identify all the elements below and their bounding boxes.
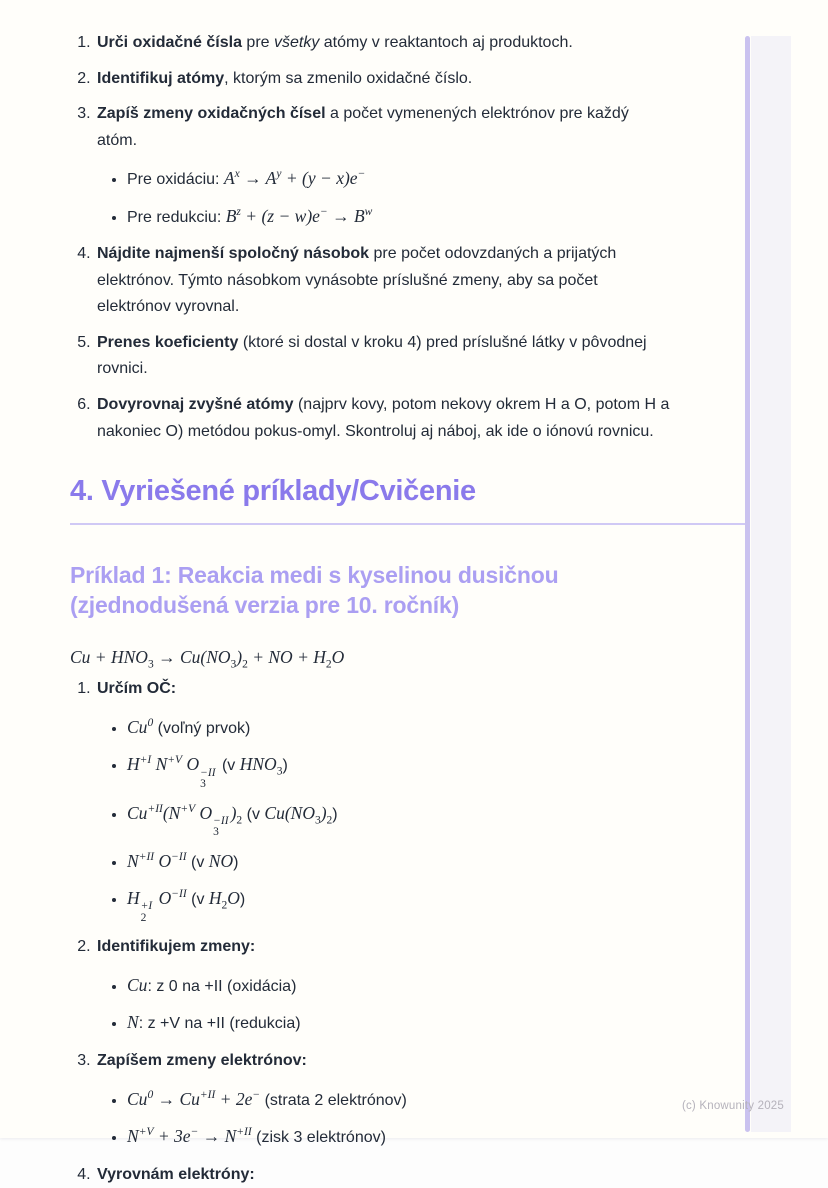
list-item xyxy=(127,971,670,1001)
copyright-watermark: (c) Knowunity 2025 xyxy=(681,1100,784,1112)
list-item xyxy=(95,1162,670,1188)
step-text: Nájdite najmenší spoločný násobok pre počet odovzdaných a prijatých elektrónov. Týmto násobkom vynásobte príslušné zmeny, aby sa počet elektrónov vyrovnal. xyxy=(97,245,617,316)
electron-changes-list xyxy=(97,1085,670,1152)
formula-text: Pre redukciu: $B^z + (z - w)e^- \to B^w$ xyxy=(127,205,373,226)
step-text: Dovyrovnaj zvyšné atómy (najprv kovy, potom nekovy okrem H a O, potom H a nakoniec O) metódou pokus-omyl. Skontroluj aj náboj, ak ide o iónovú rovnicu. xyxy=(97,396,670,440)
step-text: Urči oxidačné čísla pre všetky atómy v reaktantoch aj produktoch. xyxy=(97,34,573,51)
step-text: Identifikuj atómy, ktorým sa zmenilo oxidačné číslo. xyxy=(97,69,473,87)
section-heading: 4. Vyriešené príklady/Cvičenie xyxy=(70,475,476,508)
list-item xyxy=(95,1048,670,1152)
formula-text: N: z +V na +II (redukcia) xyxy=(127,1012,301,1033)
formula-text: $N^{+II}$ $O^{-II}$ (v NO) xyxy=(127,850,239,871)
formula-text: $Cu^0 \to Cu^{+II} + 2e^-$ (strata 2 elektrónov) xyxy=(127,1088,407,1109)
list-item xyxy=(95,241,670,321)
formula-bullet-list xyxy=(97,164,670,231)
example-heading: Príklad 1: Reakcia medi s kyselinou dusičnou (zjednodušená verzia pre 10. ročník) xyxy=(70,562,559,619)
step-text: Zapíš zmeny oxidačných čísel a počet vymenených elektrónov pre každý atóm. xyxy=(97,105,629,149)
list-item xyxy=(127,1008,670,1038)
list-item xyxy=(127,884,670,924)
list-item xyxy=(127,164,670,194)
formula-text: $Cu^{+II}(N^{+V}$ O −II 3 )$_2$ (v $Cu(NO_3)_2$) xyxy=(127,802,338,839)
formula-text: Cu: z 0 na +II (oxidácia) xyxy=(127,974,297,995)
section-divider xyxy=(70,523,746,525)
list-item xyxy=(127,750,670,790)
list-item xyxy=(95,66,670,93)
chemical-equation: $Cu + HNO_3 \to Cu(NO_3)_2$ + NO + $H_2O$ xyxy=(70,647,345,671)
step-text: Identifikujem zmeny: xyxy=(97,938,256,956)
list-item xyxy=(95,30,670,57)
intro-steps-list xyxy=(70,30,670,445)
list-item xyxy=(95,330,670,383)
list-item xyxy=(95,934,670,1038)
formula-text: H +I 2 $O^{-II}$ (v $H_2O$) xyxy=(127,888,246,924)
step-text: Určím OČ: xyxy=(97,680,177,698)
scrollbar-thumb[interactable] xyxy=(745,36,750,1132)
formula-text: $H^{+I}$ $N^{+V}$ O −II 3 (v $HNO_3$) xyxy=(127,754,288,790)
step-text: Prenes koeficienty (ktoré si dostal v kroku 4) pred príslušné látky v pôvodnej rovnici. xyxy=(97,333,647,378)
list-item xyxy=(127,202,670,232)
list-item xyxy=(95,392,670,445)
list-item xyxy=(127,713,670,743)
solution-steps-list xyxy=(70,676,670,1188)
step-text: Zapíšem zmeny elektrónov: xyxy=(97,1052,307,1070)
oxidation-numbers-list xyxy=(97,713,670,925)
list-item xyxy=(127,1122,670,1152)
list-item xyxy=(95,101,670,231)
scrollbar-track[interactable] xyxy=(751,36,791,1132)
changes-list xyxy=(97,971,670,1038)
list-item xyxy=(127,1085,670,1115)
formula-text: Cu$^0$ (voľný prvok) xyxy=(127,716,251,737)
list-item xyxy=(127,799,670,839)
list-item xyxy=(95,676,670,924)
step-text: Vyrovnám elektróny: xyxy=(97,1165,255,1183)
formula-text: $N^{+V} + 3e^- \to N^{+II}$ (zisk 3 elektrónov) xyxy=(127,1126,386,1147)
list-item xyxy=(127,847,670,877)
formula-text: Pre oxidáciu: $A^x \to A^y + (y - x)e^-$ xyxy=(127,168,366,189)
